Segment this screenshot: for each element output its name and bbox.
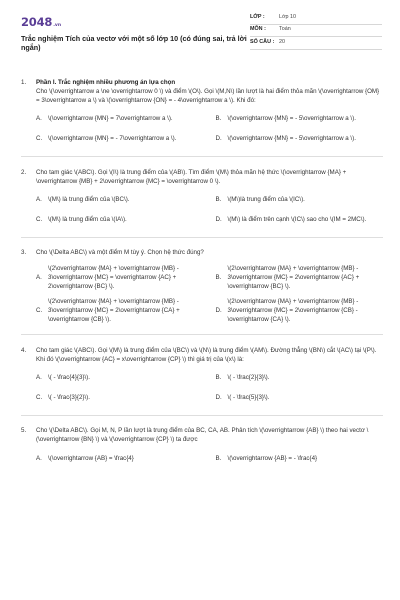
meta-value: 20 (279, 38, 285, 45)
option-label: B. (215, 454, 222, 462)
option-text: \(\overrightarrow {MN} = 7\overrightarrow a \). (48, 115, 173, 123)
question-stem: Cho tam giác \(ABC\). Gọi \(M\) là trung điểm của \(BC\) và \(N\) là trung điểm \(AM\). Đường thẳng \(BN\) cắt \(AC\) tại \(P\). Khi đó \(\overrightarrow {AC} = x\overrightarrow {CP} \) thì giá trị của \(x\) là: (36, 346, 377, 363)
option-label: A. (36, 115, 42, 123)
option-text: \( - \frac{5}{3}\). (227, 394, 270, 402)
answer-option-b[interactable] (216, 194, 384, 208)
answer-option-a[interactable] (36, 194, 204, 208)
page-header (0, 0, 400, 58)
meta-value: Toán (279, 26, 291, 33)
option-text: \(\overrightarrow {MN} = - 5\overrightarrow a \). (227, 115, 356, 123)
meta-row-count (250, 37, 382, 50)
answer-option-b[interactable] (216, 113, 384, 127)
question-stem: Cho \(\Delta ABC\) và một điểm M tùy ý. Chọn hệ thức đúng? (36, 249, 204, 257)
answer-option-c[interactable] (36, 133, 204, 147)
option-label: B. (215, 374, 222, 382)
answer-options (36, 265, 383, 325)
divider (21, 156, 383, 157)
meta-label: MÔN : (250, 26, 266, 33)
answer-option-d[interactable] (216, 392, 384, 406)
answer-options (36, 372, 383, 406)
option-label: C. (36, 307, 43, 315)
question-number: 1. (21, 79, 27, 86)
option-text: \(2\overrightarrow {MA} + \overrightarrow {MB} - 3\overrightarrow {MC} = 2\overrightarrow {AC} + \overrightarrow {BC} \). (227, 265, 360, 291)
question-number: 5. (21, 427, 27, 435)
option-text: \( - \frac{3}{2}\). (48, 394, 90, 402)
option-text: \( - \frac{4}{3}\). (48, 374, 90, 382)
document-title: Trắc nghiệm Tích của vectơ với một số lớp 10 (có đúng sai, trả lời ngắn) (21, 33, 247, 53)
option-label: D. (215, 135, 222, 143)
question-stem: Cho \(\Delta ABC\). Gọi M, N, P lần lượt là trung điểm của BC, CA, AB. Phân tích \(\overrightarrow {AB} \) theo hai vectơ \(\overrightarrow {BN} \) và \(\overrightarrow {CP} \) ta được (36, 427, 369, 444)
divider (21, 334, 383, 335)
option-text: \(2\overrightarrow {MA} + \overrightarrow {MB} - 3\overrightarrow {MC} = \overrightarrow {AC} + 2\overrightarrow {BC} \). (48, 265, 179, 291)
option-label: C. (36, 394, 43, 402)
answer-option-a[interactable] (36, 113, 204, 127)
meta-label: LỚP : (250, 13, 265, 20)
logo-suffix: .vn (53, 23, 62, 28)
question-4 (21, 347, 383, 406)
option-text: \(\overrightarrow {AB} = \frac{4} (48, 454, 134, 462)
option-label: A. (36, 274, 42, 282)
answer-option-d[interactable] (216, 214, 384, 228)
question-list (21, 79, 383, 475)
answer-option-c[interactable] (36, 214, 204, 228)
answer-option-d[interactable] (216, 133, 384, 147)
option-label: C. (36, 216, 43, 224)
answer-option-c[interactable] (36, 392, 204, 406)
option-label: C. (36, 135, 43, 143)
section-title: Phần I. Trắc nghiệm nhiều phương án lựa chọn (36, 79, 176, 86)
question-2 (21, 169, 383, 228)
answer-option-a[interactable] (36, 452, 204, 466)
option-text: \(2\overrightarrow {MA} + \overrightarrow {MB} - 3\overrightarrow {MC} = 2\overrightarrow {CA} + \overrightarrow {CB} \). (48, 298, 180, 324)
question-3 (21, 249, 383, 325)
option-label: D. (215, 394, 222, 402)
question-number: 3. (21, 249, 27, 257)
question-stem: Cho tam giác \(ABC\). Gọi \(I\) là trung điểm của \(AB\). Tìm điểm \(M\) thỏa mãn hệ thức \(\overrightarrow {MA} + \overrightarrow {MB} + 2\overrightarrow {MC} = \overrightarrow 0 \). (36, 168, 347, 185)
answer-option-b[interactable] (216, 372, 384, 386)
meta-value: Lớp 10 (279, 13, 297, 20)
option-text: \(\overrightarrow {AB} = - \frac{4} (227, 454, 318, 462)
option-text: \(M\) là trung điểm của \(BC\). (48, 196, 130, 204)
answer-option-a[interactable] (36, 372, 204, 386)
meta-table (250, 12, 382, 50)
question-text (36, 79, 383, 106)
option-label: A. (36, 196, 42, 204)
answer-option-c[interactable] (36, 298, 204, 325)
question-5 (21, 427, 383, 466)
answer-options (36, 452, 383, 466)
meta-label: SỐ CÂU : (250, 38, 275, 45)
divider (21, 237, 383, 238)
option-label: B. (215, 115, 222, 123)
question-number: 4. (21, 346, 27, 354)
answer-option-b[interactable] (216, 265, 384, 292)
logo-text: 2048 (21, 15, 53, 29)
option-text: \(M\) là trung điểm của \(IA\). (48, 216, 127, 224)
answer-option-b[interactable] (216, 452, 384, 466)
option-label: A. (36, 454, 42, 462)
option-text: \( - \frac{2}{3}\). (227, 374, 270, 382)
answer-option-a[interactable] (36, 265, 204, 292)
option-label: D. (215, 216, 222, 224)
option-label: B. (215, 274, 222, 282)
meta-row-subject (250, 25, 382, 38)
option-label: A. (36, 374, 42, 382)
divider (21, 415, 383, 416)
answer-options (36, 194, 383, 228)
option-label: D. (215, 307, 222, 315)
option-text: \(\overrightarrow {MN} = - 7\overrightarrow a \). (48, 135, 177, 143)
meta-row-class (250, 12, 382, 25)
answer-options (36, 113, 383, 147)
answer-option-d[interactable] (216, 298, 384, 325)
question-number: 2. (21, 168, 27, 176)
option-text: \(2\overrightarrow {MA} + \overrightarrow {MB} - 3\overrightarrow {MC} = 2\overrightarrow {CB} - \overrightarrow {CA} \). (227, 298, 359, 324)
option-text: \(M\) là điểm trên cạnh \(IC\) sao cho \(IM = 2MC\). (227, 216, 367, 224)
question-1 (21, 79, 383, 147)
option-text: \(M\)là trung điểm của \(IC\). (227, 196, 305, 204)
option-label: B. (215, 196, 222, 204)
question-stem: Cho \(\overrightarrow a \ne \overrightarrow 0 \) và điểm \(O\). Gọi \(M,N\) lần lượt là hai điểm thỏa mãn \(\overrightarrow {OM} = 3\overrightarrow a \) và \(\overrightarrow {ON} = - 4\overrightarrow a \). Khi đó: (36, 87, 380, 104)
option-text: \(\overrightarrow {MN} = - 5\overrightarrow a \). (227, 135, 356, 143)
